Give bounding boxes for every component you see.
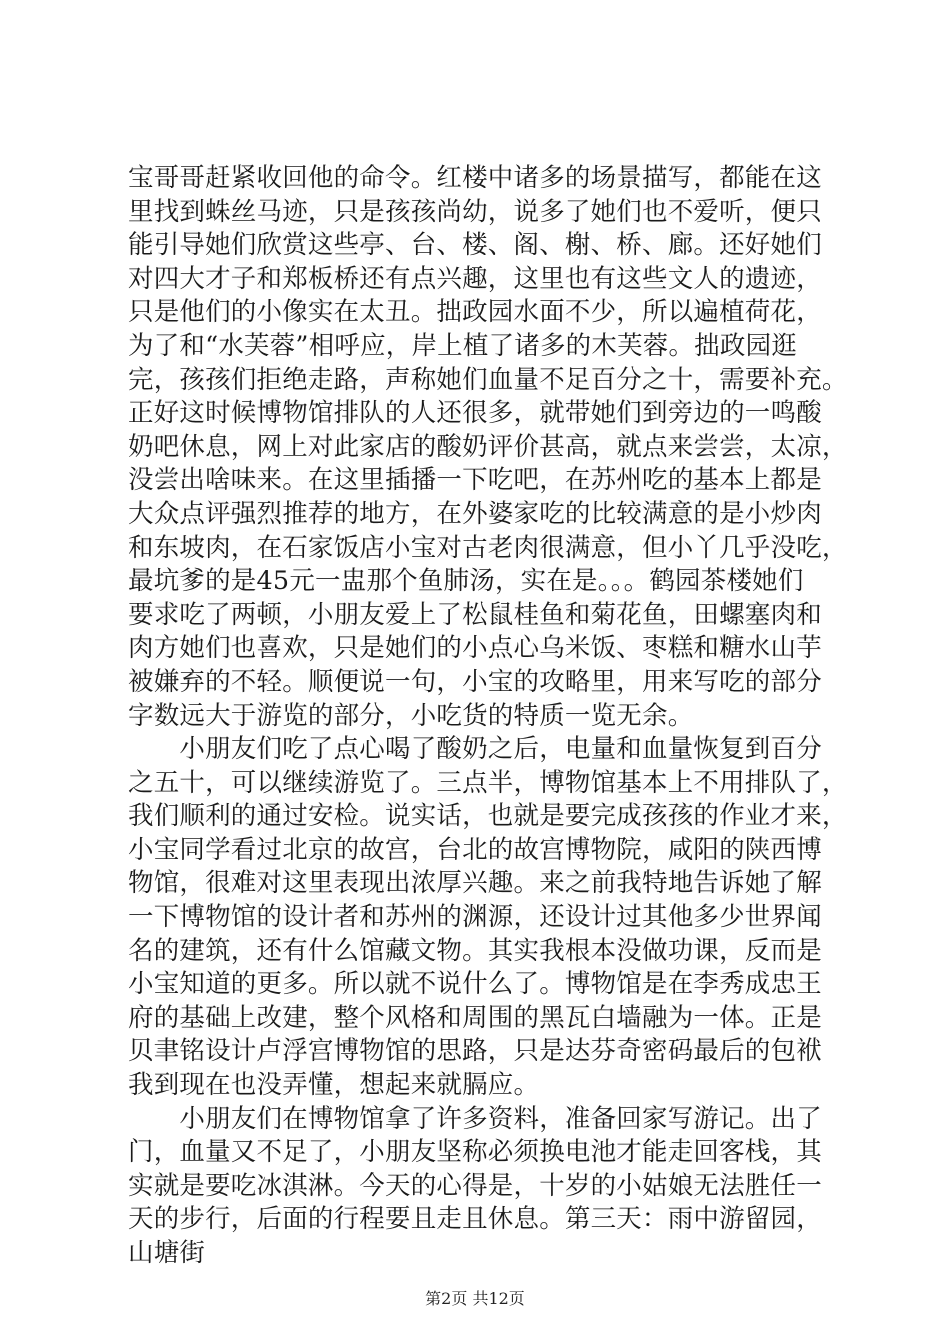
text-line: 肉方她们也喜欢，只是她们的小点心乌米饭、枣糕和糖水山芋 — [128, 633, 822, 664]
text-line: 要求吃了两顿，小朋友爱上了松鼠桂鱼和菊花鱼，田螺塞肉和 — [128, 599, 822, 630]
text-line: 完，孩孩们拒绝走路，声称她们血量不足百分之十，需要补充。 — [128, 364, 848, 395]
text-line: 门，血量又不足了，小朋友坚称必须换电池才能走回客栈，其 — [128, 1137, 822, 1168]
text-line: 小朋友们在博物馆拿了许多资料，准备回家写游记。出了 — [128, 1103, 822, 1134]
text-line: 宝哥哥赶紧收回他的命令。红楼中诸多的场景描写，都能在这 — [128, 163, 822, 193]
text-line: 正好这时候博物馆排队的人还很多，就带她们到旁边的一鸣酸 — [128, 398, 822, 429]
text-line: 一下博物馆的设计者和苏州的渊源，还设计过其他多少世界闻 — [128, 902, 822, 933]
text-line: 我到现在也没弄懂，想起来就膈应。 — [128, 1070, 540, 1101]
text-line: 山塘街 — [128, 1238, 206, 1268]
text-line: 小宝同学看过北京的故宫，台北的故宫博物院，咸阳的陕西博 — [128, 834, 822, 865]
page-footer: 第2页 共12页 — [425, 1289, 525, 1308]
text-line: 实就是要吃冰淇淋。今天的心得是，十岁的小姑娘无法胜任一 — [128, 1170, 822, 1201]
text-line: 府的基础上改建，整个风格和周围的黑瓦白墙融为一体。正是 — [128, 1002, 822, 1033]
text-line: 没尝出啥味来。在这里插播一下吃吧，在苏州吃的基本上都是 — [128, 465, 822, 496]
text-line: 我们顺利的通过安检。说实话，也就是要完成孩孩的作业才来， — [128, 801, 848, 832]
text-line: 天的步行，后面的行程要且走且休息。第三天：雨中游留园， — [128, 1204, 822, 1235]
text-line: 贝聿铭设计卢浮宫博物馆的思路，只是达芬奇密码最后的包袱 — [128, 1036, 822, 1067]
text-line: 大众点评强烈推荐的地方，在外婆家吃的比较满意的是小炒肉 — [128, 498, 822, 529]
text-line: 里找到蛛丝马迹，只是孩孩尚幼，说多了她们也不爱听，便只 — [128, 196, 822, 227]
body-text — [128, 162, 856, 1271]
text-line: 奶吧休息，网上对此家店的酸奶评价甚高，就点来尝尝，太凉， — [128, 431, 848, 462]
text-line: 物馆，很难对这里表现出浓厚兴趣。来之前我特地告诉她了解 — [128, 868, 822, 899]
text-line: 被嫌弃的不轻。顺便说一句，小宝的攻略里，用来写吃的部分 — [128, 666, 822, 697]
text-line: 名的建筑，还有什么馆藏文物。其实我根本没做功课，反而是 — [128, 935, 822, 966]
text-line: 和东坡肉，在石家饭店小宝对古老肉很满意，但小丫几乎没吃， — [128, 532, 848, 563]
text-line: 只是他们的小像实在太丑。拙政园水面不少，所以遍植荷花， — [128, 297, 822, 328]
text-line: 为了和“水芙蓉”相呼应，岸上植了诸多的木芙蓉。拙政园逛 — [128, 330, 797, 361]
text-line: 之五十，可以继续游览了。三点半，博物馆基本上不用排队了， — [128, 767, 848, 798]
text-line: 对四大才子和郑板桥还有点兴趣，这里也有这些文人的遗迹， — [128, 263, 822, 294]
text-line: 最坑爹的是45元一盅那个鱼肺汤，实在是。。。鹤园茶楼她们 — [128, 566, 804, 597]
text-line: 小朋友们吃了点心喝了酸奶之后，电量和血量恢复到百分 — [128, 734, 822, 765]
text-line: 字数远大于游览的部分，小吃货的特质一览无余。 — [128, 700, 694, 731]
text-line: 小宝知道的更多。所以就不说什么了。博物馆是在李秀成忠王 — [128, 969, 822, 1000]
text-line: 能引导她们欣赏这些亭、台、楼、阁、榭、桥、廊。还好她们 — [128, 230, 822, 261]
